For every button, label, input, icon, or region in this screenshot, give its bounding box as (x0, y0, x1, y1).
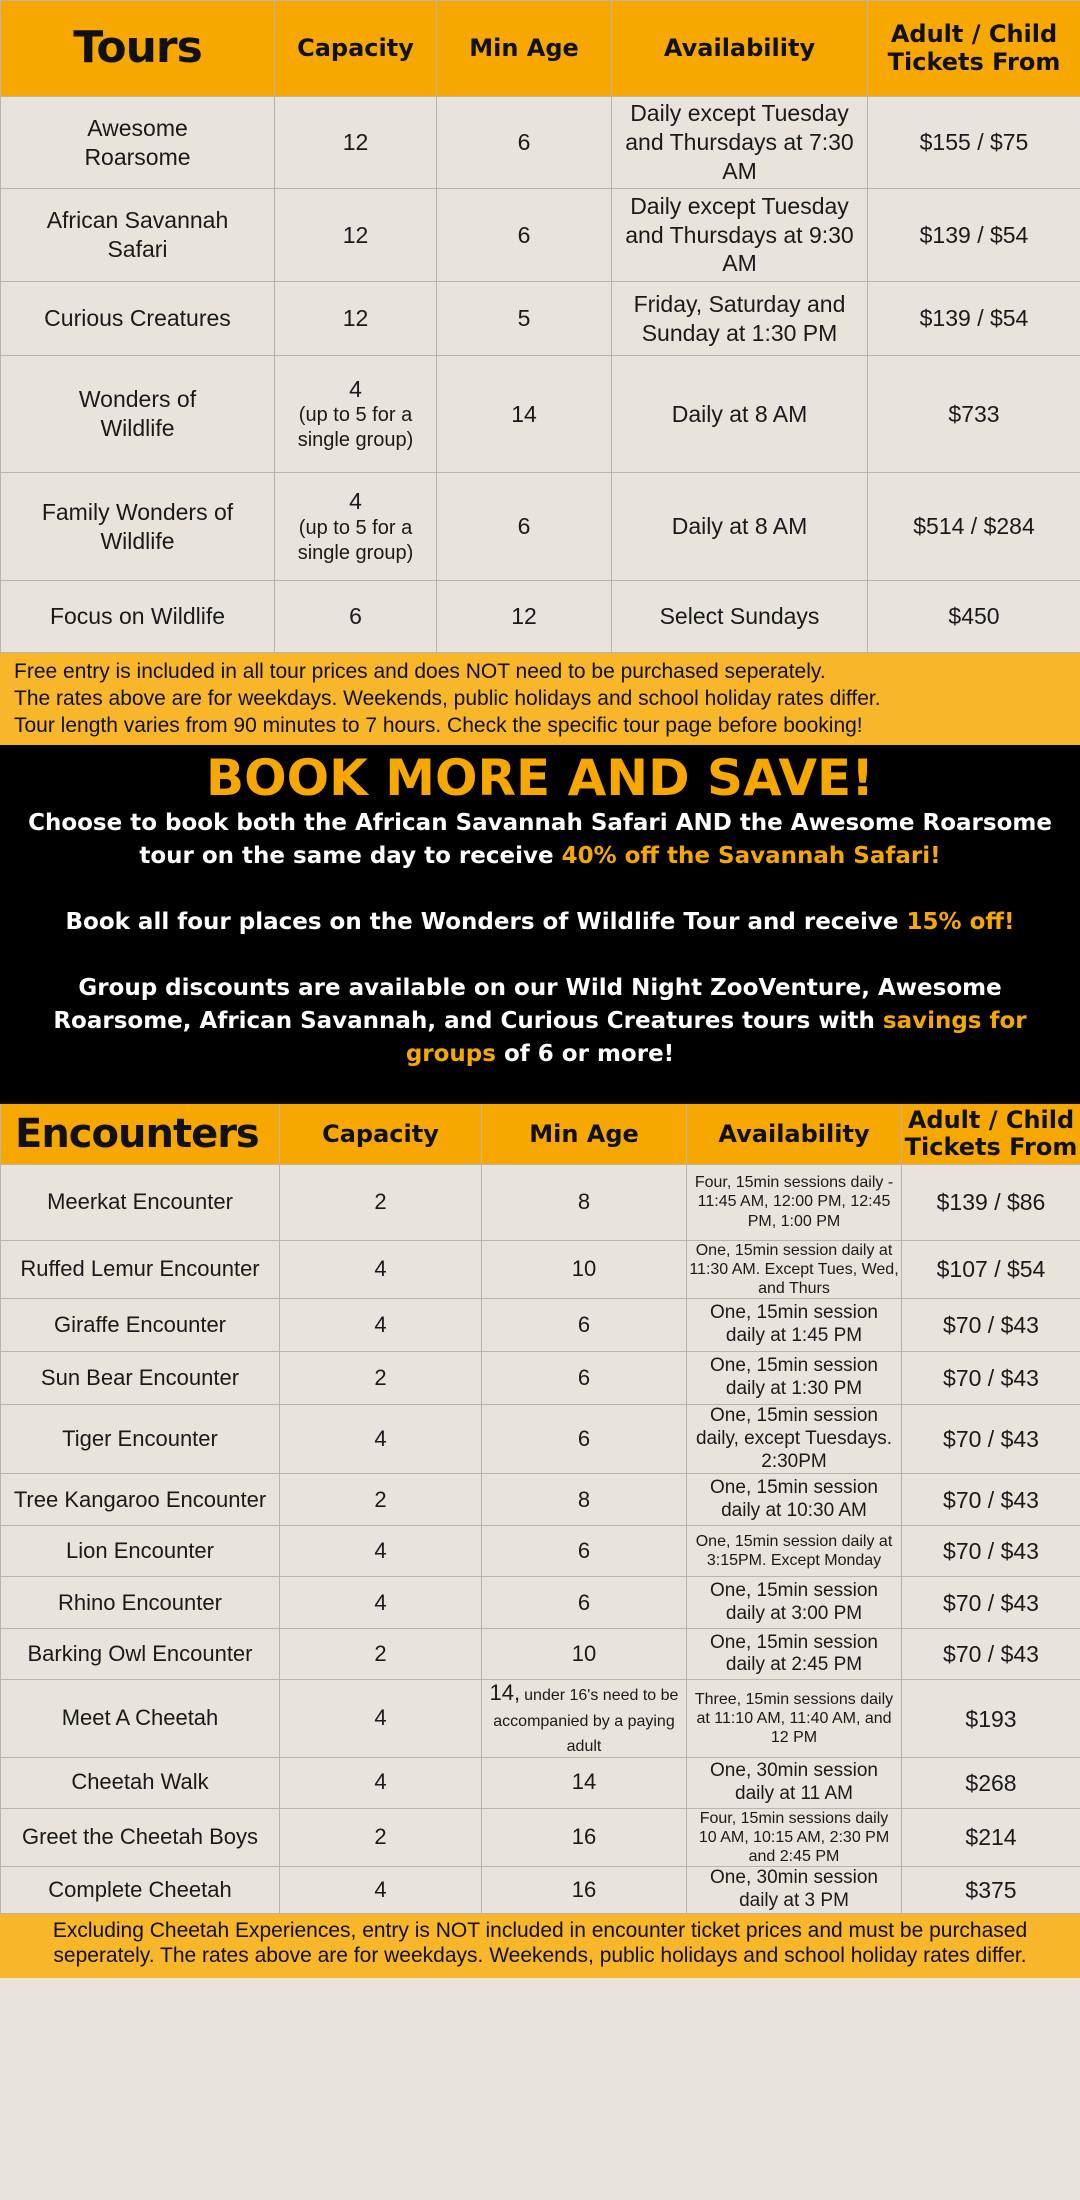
tour-availability-text: Friday, Saturday and Sunday at 1:30 PM (633, 290, 846, 346)
encounters-table (0, 1102, 1080, 1914)
encounter-min-age-text: 10 (571, 1641, 597, 1667)
tours-note-line: Free entry is included in all tour prices and does NOT need to be purchased seperately. (14, 660, 826, 683)
encounter-availability (687, 1405, 902, 1474)
encounter-price-text: $193 (965, 1705, 1017, 1732)
encounter-price (902, 1352, 1080, 1405)
tour-row (1, 97, 1080, 189)
tour-capacity (275, 473, 437, 581)
tour-name-text: African Savannah Safari (46, 207, 229, 262)
encounter-capacity (280, 1526, 482, 1577)
tour-price-text: $139 / $54 (919, 221, 1029, 248)
encounter-min-age-text: 6 (577, 1538, 591, 1564)
promo-section (0, 745, 1080, 1102)
tour-availability-text: Daily except Tuesday and Thursdays at 7:30 AM (625, 100, 854, 184)
encounter-name-text: Lion Encounter (66, 1538, 214, 1564)
encounter-capacity-text: 4 (374, 1311, 387, 1337)
tour-capacity-text: 6 (349, 603, 362, 630)
encounter-name-text: Giraffe Encounter (53, 1311, 227, 1337)
tour-price (868, 97, 1080, 189)
tour-price (868, 473, 1080, 581)
encounter-capacity (280, 1867, 482, 1914)
encounter-min-age-text: 10 (571, 1255, 597, 1281)
tour-capacity (275, 189, 437, 282)
encounter-min-age (482, 1808, 687, 1867)
encounter-availability (687, 1808, 902, 1867)
encounter-name-text: Meerkat Encounter (47, 1188, 233, 1214)
tour-price (868, 581, 1080, 653)
tour-capacity-text: 12 (342, 221, 369, 248)
tour-row (1, 581, 1080, 653)
promo-text: Book all four places on the Wonders of Wildlife Tour and receive (65, 909, 907, 935)
tour-min-age-text: 5 (517, 305, 531, 332)
encounter-min-age (482, 1299, 687, 1352)
encounter-min-age (482, 1474, 687, 1526)
tour-capacity-text: 4 (349, 488, 362, 515)
encounter-price-text: $70 / $43 (943, 1426, 1039, 1453)
encounter-name (1, 1405, 280, 1474)
encounter-availability (687, 1299, 902, 1352)
encounter-capacity (280, 1240, 482, 1299)
tours-header-min-age: Min Age (437, 1, 612, 97)
tour-capacity (275, 356, 437, 473)
tour-price-text: $139 / $54 (919, 305, 1029, 332)
encounter-price-text: $70 / $43 (943, 1589, 1039, 1616)
tours-title: Tours (1, 1, 275, 97)
tour-capacity-note: (up to 5 for a single group) (297, 404, 414, 452)
tours-note-line: The rates above are for weekdays. Weekends, public holidays and school holiday rates differ. (14, 686, 881, 710)
encounter-availability-text: One, 15min session daily at 3:15PM. Except Monday (695, 1533, 893, 1570)
tour-row (1, 473, 1080, 581)
encounter-capacity (280, 1405, 482, 1474)
encounter-capacity-text: 2 (374, 1641, 387, 1667)
encounter-availability-text: One, 30min session daily at 3 PM (710, 1867, 878, 1911)
tour-name (1, 356, 275, 473)
encounter-availability-text: Four, 15min sessions daily 10 AM, 10:15 AM, 2:30 PM and 2:45 PM (698, 1809, 890, 1865)
tour-price (868, 282, 1080, 356)
encounter-name (1, 1526, 280, 1577)
encounter-capacity (280, 1164, 482, 1240)
encounter-availability (687, 1680, 902, 1757)
encounter-availability (687, 1867, 902, 1914)
tour-capacity (275, 282, 437, 356)
tour-price-text: $733 (948, 400, 1000, 427)
encounter-availability-text: One, 15min session daily at 1:45 PM (710, 1302, 878, 1347)
tour-capacity-text: 12 (342, 305, 369, 332)
encounter-price (902, 1240, 1080, 1299)
encounter-min-age-text: 8 (577, 1188, 591, 1214)
encounter-min-age (482, 1405, 687, 1474)
encounter-min-age (482, 1577, 687, 1629)
encounter-name (1, 1240, 280, 1299)
tour-capacity (275, 97, 437, 189)
tour-name (1, 189, 275, 282)
encounter-capacity (280, 1474, 482, 1526)
tours-table (0, 0, 1080, 653)
encounter-row (1, 1164, 1080, 1240)
tour-name (1, 581, 275, 653)
tour-availability-text: Daily except Tuesday and Thursdays at 9:30 AM (625, 192, 854, 277)
encounter-row (1, 1526, 1080, 1577)
encounter-capacity (280, 1680, 482, 1757)
encounter-name (1, 1680, 280, 1757)
tour-availability (612, 581, 868, 653)
encounter-min-age (482, 1164, 687, 1240)
encounter-name (1, 1629, 280, 1680)
encounter-availability-text: One, 30min session daily at 11 AM (710, 1759, 878, 1804)
encounter-price (902, 1629, 1080, 1680)
encounter-name-text: Tiger Encounter (62, 1425, 218, 1451)
tour-name-text: Wonders of Wildlife (78, 386, 197, 441)
encounter-availability-text: Four, 15min sessions daily - 11:45 AM, 12:00 PM, 12:45 PM, 1:00 PM (694, 1174, 894, 1230)
tour-min-age (437, 473, 612, 581)
encounter-price (902, 1474, 1080, 1526)
tour-availability (612, 97, 868, 189)
encounter-name-text: Tree Kangaroo Encounter (13, 1486, 267, 1512)
tour-name-text: Focus on Wildlife (49, 603, 226, 630)
encounter-min-age (482, 1757, 687, 1808)
encounter-availability-text: Three, 15min sessions daily at 11:10 AM, 11:40 AM, and 12 PM (694, 1690, 894, 1747)
tour-availability-text: Daily at 8 AM (671, 513, 808, 540)
tour-min-age (437, 581, 612, 653)
tour-min-age-text: 12 (511, 603, 537, 630)
encounter-price-text: $375 (965, 1876, 1017, 1903)
promo-paragraph-2 (20, 906, 1060, 939)
encounter-row (1, 1629, 1080, 1680)
encounter-name-text: Ruffed Lemur Encounter (20, 1255, 260, 1281)
tour-row (1, 189, 1080, 282)
encounter-capacity-text: 4 (374, 1538, 387, 1564)
encounter-availability (687, 1352, 902, 1405)
tour-availability (612, 356, 868, 473)
encounter-min-age-text: 14, (489, 1680, 521, 1706)
tour-min-age (437, 97, 612, 189)
encounter-price (902, 1526, 1080, 1577)
encounter-capacity-text: 4 (374, 1589, 387, 1615)
encounter-availability (687, 1474, 902, 1526)
encounter-availability-text: One, 15min session daily at 10:30 AM (710, 1477, 878, 1521)
tours-header-capacity: Capacity (275, 1, 437, 97)
encounter-availability-text: One, 15min session daily at 1:30 PM (710, 1355, 878, 1400)
encounter-price (902, 1164, 1080, 1240)
promo-highlight: 15% off! (906, 909, 1015, 935)
tour-name-text: Family Wonders of Wildlife (41, 498, 234, 554)
tour-min-age (437, 189, 612, 282)
encounter-name (1, 1808, 280, 1867)
encounter-price-text: $70 / $43 (943, 1312, 1039, 1339)
encounter-name (1, 1757, 280, 1808)
encounter-name-text: Rhino Encounter (58, 1589, 222, 1615)
encounter-availability-text: One, 15min session daily at 2:45 PM (710, 1631, 878, 1676)
encounter-capacity (280, 1352, 482, 1405)
encounter-capacity-text: 2 (374, 1364, 387, 1390)
encounter-capacity (280, 1629, 482, 1680)
encounter-capacity-text: 2 (374, 1188, 387, 1214)
tours-header-price: Adult / Child Tickets From (868, 1, 1080, 97)
tour-min-age-text: 6 (517, 221, 531, 248)
tour-min-age (437, 282, 612, 356)
tours-note-line: Tour length varies from 90 minutes to 7 hours. Check the specific tour page before booking! (14, 713, 863, 737)
encounter-capacity (280, 1299, 482, 1352)
encounter-name-text: Greet the Cheetah Boys (21, 1823, 259, 1849)
encounters-header-row (1, 1103, 1080, 1164)
encounter-availability (687, 1526, 902, 1577)
encounter-min-age-text: 8 (577, 1486, 591, 1512)
encounter-capacity-text: 4 (374, 1255, 387, 1281)
encounter-price (902, 1299, 1080, 1352)
encounter-capacity-text: 4 (374, 1769, 387, 1795)
promo-title: BOOK MORE AND SAVE! (205, 749, 875, 807)
encounter-name (1, 1352, 280, 1405)
encounters-header-availability: Availability (687, 1103, 902, 1164)
encounter-price (902, 1680, 1080, 1757)
tour-min-age-text: 14 (511, 400, 537, 427)
encounter-price-text: $139 / $86 (936, 1188, 1046, 1215)
tour-min-age-text: 6 (517, 129, 531, 156)
encounter-min-age-text: 16 (571, 1823, 597, 1849)
encounter-availability-text: One, 15min session daily at 3:00 PM (710, 1580, 878, 1624)
promo-highlight: savings for groups (405, 1008, 1027, 1067)
encounter-name-text: Meet A Cheetah (61, 1705, 219, 1731)
encounter-name-text: Complete Cheetah (48, 1876, 232, 1902)
tour-name-text: Awesome Roarsome (84, 114, 191, 170)
encounters-note: Excluding Cheetah Experiences, entry is NOT included in encounter ticket prices and must be purchased seperately. The rates above are for weekdays. Weekends, public holidays and school holiday rates differ. (0, 1914, 1080, 1978)
encounter-capacity-text: 4 (374, 1876, 387, 1902)
tours-header-row (1, 1, 1080, 97)
encounter-price (902, 1808, 1080, 1867)
encounter-name-text: Cheetah Walk (71, 1769, 209, 1795)
encounter-min-age (482, 1526, 687, 1577)
encounter-price (902, 1577, 1080, 1629)
encounter-name (1, 1164, 280, 1240)
encounter-price (902, 1867, 1080, 1914)
tour-capacity-note: (up to 5 for a single group) (297, 516, 414, 564)
encounter-capacity-text: 4 (374, 1705, 387, 1731)
promo-text: Choose to book both the African Savannah Safari AND the Awesome Roarsome tour on the same day to receive (28, 810, 1052, 869)
encounter-row (1, 1299, 1080, 1352)
tour-capacity-text: 4 (349, 375, 362, 402)
tour-price-text: $155 / $75 (919, 129, 1029, 156)
encounter-row (1, 1808, 1080, 1867)
encounter-min-age-text: 14 (571, 1769, 597, 1795)
promo-text: of 6 or more! (495, 1041, 675, 1067)
encounters-header-capacity: Capacity (280, 1103, 482, 1164)
encounter-name (1, 1474, 280, 1526)
tour-price (868, 356, 1080, 473)
encounters-header-min-age: Min Age (482, 1103, 687, 1164)
tour-row (1, 282, 1080, 356)
encounter-row (1, 1240, 1080, 1299)
tour-availability (612, 282, 868, 356)
encounter-price-text: $214 (965, 1824, 1017, 1851)
encounter-min-age-note: under 16's need to be accompanied by a paying adult (493, 1687, 679, 1756)
encounter-row (1, 1405, 1080, 1474)
encounter-price-text: $268 (965, 1769, 1017, 1796)
promo-highlight: 40% off the Savannah Safari! (561, 843, 941, 869)
tour-capacity-text: 12 (342, 129, 369, 156)
encounter-availability-text: One, 15min session daily, except Tuesdays. 2:30PM (695, 1405, 893, 1472)
promo-text: Group discounts are available on our Wild Night ZooVenture, Awesome Roarsome, African Savannah, and Curious Creatures tours with (53, 975, 1002, 1034)
tour-availability (612, 189, 868, 282)
encounter-availability (687, 1757, 902, 1808)
tour-availability (612, 473, 868, 581)
encounter-price-text: $107 / $54 (936, 1256, 1046, 1283)
encounters-title: Encounters (1, 1103, 280, 1164)
encounter-row (1, 1577, 1080, 1629)
tour-name (1, 282, 275, 356)
encounter-name (1, 1867, 280, 1914)
encounter-availability (687, 1164, 902, 1240)
tours-notes (0, 653, 1080, 745)
encounter-capacity (280, 1577, 482, 1629)
encounter-row (1, 1474, 1080, 1526)
tour-price (868, 189, 1080, 282)
tour-name (1, 473, 275, 581)
tour-min-age (437, 356, 612, 473)
tour-name-text: Curious Creatures (44, 305, 231, 332)
tour-price-text: $514 / $284 (913, 513, 1035, 540)
encounter-name-text: Barking Owl Encounter (27, 1641, 253, 1667)
encounter-name (1, 1577, 280, 1629)
tour-availability-text: Select Sundays (659, 603, 820, 630)
encounter-name (1, 1299, 280, 1352)
encounter-name-text: Sun Bear Encounter (40, 1364, 240, 1390)
encounter-row (1, 1352, 1080, 1405)
encounter-availability-text: One, 15min session daily at 11:30 AM. Except Tues, Wed, and Thurs (689, 1241, 899, 1297)
tour-availability-text: Daily at 8 AM (671, 400, 808, 427)
encounter-min-age-text: 6 (577, 1425, 591, 1451)
encounter-availability (687, 1577, 902, 1629)
encounter-min-age (482, 1240, 687, 1299)
encounter-price-text: $70 / $43 (943, 1538, 1039, 1565)
tour-price-text: $450 (948, 603, 1000, 630)
encounters-header-price: Adult / Child Tickets From (902, 1103, 1080, 1164)
encounter-price (902, 1757, 1080, 1808)
tour-name (1, 97, 275, 189)
encounter-min-age-text: 6 (577, 1311, 591, 1337)
encounter-price-text: $70 / $43 (943, 1365, 1039, 1392)
tour-row (1, 356, 1080, 473)
encounter-row (1, 1680, 1080, 1757)
encounter-row (1, 1867, 1080, 1914)
encounter-row (1, 1757, 1080, 1808)
tour-capacity (275, 581, 437, 653)
encounter-capacity-text: 2 (374, 1486, 387, 1512)
tour-min-age-text: 6 (517, 513, 531, 540)
encounter-capacity (280, 1808, 482, 1867)
encounter-availability (687, 1629, 902, 1680)
encounter-min-age (482, 1629, 687, 1680)
encounter-min-age-text: 16 (571, 1876, 597, 1902)
encounter-min-age (482, 1680, 687, 1757)
encounter-min-age-text: 6 (577, 1364, 591, 1390)
encounter-capacity (280, 1757, 482, 1808)
encounter-min-age (482, 1352, 687, 1405)
encounter-min-age (482, 1867, 687, 1914)
encounter-capacity-text: 4 (374, 1425, 387, 1451)
tours-header-availability: Availability (612, 1, 868, 97)
encounter-min-age-text: 6 (577, 1589, 591, 1615)
encounter-price-text: $70 / $43 (943, 1486, 1039, 1513)
encounter-price (902, 1405, 1080, 1474)
promo-paragraph-3 (20, 972, 1060, 1071)
encounter-availability (687, 1240, 902, 1299)
encounter-capacity-text: 2 (374, 1823, 387, 1849)
encounter-price-text: $70 / $43 (943, 1641, 1039, 1668)
promo-paragraph-1 (20, 807, 1060, 873)
